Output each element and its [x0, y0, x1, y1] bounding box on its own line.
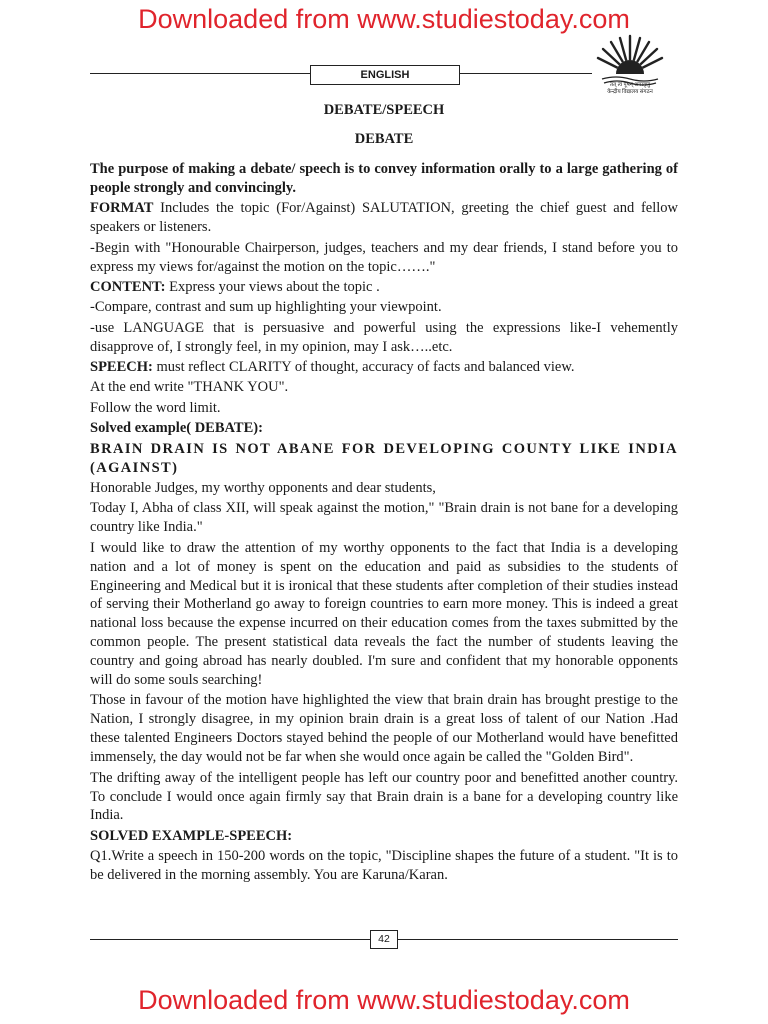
speech-text: must reflect CLARITY of thought, accuracy of facts and balanced view. — [152, 359, 575, 376]
logo-org-name: केन्द्रीय विद्यालय संगठन — [607, 89, 653, 95]
compare-paragraph: -Compare, contrast and sum up highlighting your viewpoint. — [90, 299, 442, 316]
speech-label: SPEECH: — [90, 359, 153, 376]
format-text: Includes the topic (For/Against) SALUTATION, greeting the chief guest and fellow speakers or listeners. — [90, 200, 678, 236]
footer-rule-right — [398, 939, 678, 940]
intro-paragraph: The purpose of making a debate/ speech is to convey information orally to a large gathering of people strongly and convincingly. — [90, 161, 678, 196]
document-body — [90, 160, 678, 887]
header-rule-right — [460, 73, 592, 74]
debate-topic: BRAIN DRAIN IS NOT ABANE FOR DEVELOPING COUNTY LIKE INDIA (AGAINST) — [90, 440, 678, 476]
solved-speech-heading: SOLVED EXAMPLE-SPEECH: — [90, 827, 293, 844]
speech-paragraph — [90, 358, 678, 377]
page-title: DEBATE/SPEECH — [323, 102, 445, 118]
thank-you-paragraph: At the end write "THANK YOU". — [90, 379, 289, 396]
watermark-bottom: Downloaded from www.studiestoday.com — [138, 985, 630, 1015]
logo-motto: तत् त्वं पूषन् अपावृणु — [609, 82, 651, 88]
page-number: 42 — [370, 930, 398, 949]
header-rule-left — [90, 73, 310, 74]
format-label: FORMAT — [90, 200, 154, 217]
question-1: Q1.Write a speech in 150-200 words on the topic, "Discipline shapes the future of a student. "It is to be delivered in the morning assembly. You are Karuna/Karan. — [90, 848, 678, 884]
content-label: CONTENT: — [90, 278, 166, 295]
format-paragraph — [90, 199, 678, 237]
word-limit-paragraph: Follow the word limit. — [90, 399, 221, 416]
begin-paragraph: -Begin with "Honourable Chairperson, judges, teachers and my dear friends, I stand before you to express my views for/against the motion on the topic……." — [90, 239, 678, 275]
content-paragraph — [90, 278, 678, 297]
body-paragraph-3: The drifting away of the intelligent people has left our country poor and benefitted another country. To conclude I would once again firmly say that Brain drain is a bane for a developing country like India. — [90, 769, 678, 824]
body-paragraph-1: I would like to draw the attention of my worthy opponents to the fact that India is a developing nation and a lot of money is spent on the education and paid as subsidies to the students of Engineering and Medical but it is ironical that these students after completion of their studies instead of serving their Motherland go away to foreign countries to earn more money. This is indeed a great national loss because the expense incurred on their education comes from the taxes submitted by the common people. The present statistical data reveals the fact the number of students leaving the country and going abroad has nearly doubled. I'm sure and confident that my honorable opponents will do some souls searching! — [90, 539, 678, 689]
today-paragraph: Today I, Abha of class XII, will speak against the motion," "Brain drain is not bane for a developing country like India." — [90, 500, 678, 536]
watermark-top: Downloaded from www.studiestoday.com — [138, 4, 630, 34]
salutation-paragraph: Honorable Judges, my worthy opponents and dear students, — [90, 480, 436, 496]
footer-rule-left — [90, 939, 370, 940]
body-paragraph-2: Those in favour of the motion have highlighted the view that brain drain has brought prestige to the Nation, I strongly disagree, in my opinion brain drain is a great loss of talent of our Nation .Had these talented Engineers Doctors stayed behind the people of our Motherland would have benefitted immensely, the day would not be far when she would once again be called the "Golden Bird". — [90, 692, 678, 766]
solved-debate-heading: Solved example( DEBATE): — [90, 420, 263, 437]
language-paragraph: -use LANGUAGE that is persuasive and powerful using the expressions like-I vehemently disapprove of, I strongly feel, in my opinion, may I ask…..etc. — [90, 319, 678, 355]
subject-label: ENGLISH — [310, 65, 460, 85]
content-text: Express your views about the topic . — [165, 278, 380, 295]
page-subtitle: DEBATE — [354, 131, 414, 147]
